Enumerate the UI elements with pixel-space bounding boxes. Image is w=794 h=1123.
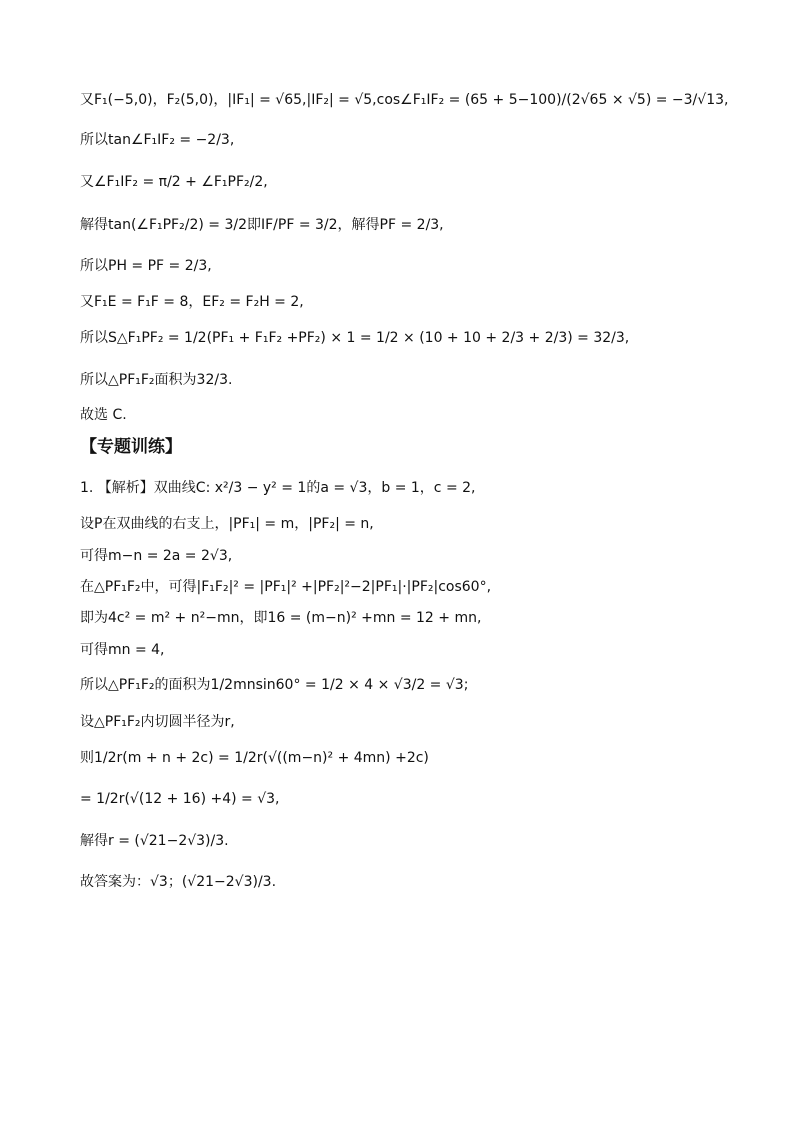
solution-line: 又F₁E = F₁F = 8，EF₂ = F₂H = 2, xyxy=(80,294,304,310)
solution-line: 可得mn = 4, xyxy=(80,642,165,658)
solution-line: 解得r = (√21−2√3)/3. xyxy=(80,833,229,849)
solution-line: 所以△PF₁F₂面积为32/3. xyxy=(80,372,233,388)
solution-line: 设△PF₁F₂内切圆半径为r, xyxy=(80,714,235,730)
solution-line: 设P在双曲线的右支上，|PF₁| = m，|PF₂| = n, xyxy=(80,516,374,532)
solution-line: 则1/2r(m + n + 2c) = 1/2r(√((m−n)² + 4mn) +2c) xyxy=(80,750,429,766)
solution-line: 故答案为：√3；(√21−2√3)/3. xyxy=(80,874,277,890)
section-heading: 【专题训练】 xyxy=(80,437,182,457)
solution-line: 解得tan(∠F₁PF₂/2) = 3/2即IF/PF = 3/2，解得PF = 2/3, xyxy=(80,217,444,233)
solution-line: 又∠F₁IF₂ = π/2 + ∠F₁PF₂/2, xyxy=(80,174,268,190)
solution-line: 即为4c² = m² + n²−mn，即16 = (m−n)² +mn = 12 + mn, xyxy=(80,610,482,626)
solution-line: 所以PH = PF = 2/3, xyxy=(80,258,212,274)
solution-line: 在△PF₁F₂中，可得|F₁F₂|² = |PF₁|² +|PF₂|²−2|PF₁|·|PF₂|cos60°, xyxy=(80,579,492,595)
solution-line: 又F₁(−5,0)，F₂(5,0)，|IF₁| = √65,|IF₂| = √5,cos∠F₁IF₂ = (65 + 5−100)/(2√65 × √5) = −3/√13, xyxy=(80,92,729,108)
solution-line: 所以△PF₁F₂的面积为1/2mnsin60° = 1/2 × 4 × √3/2 = √3; xyxy=(80,677,469,693)
solution-line: 故选 C. xyxy=(80,407,127,423)
solution-line: 1. 【解析】双曲线C: x²/3 − y² = 1的a = √3，b = 1，c = 2, xyxy=(80,480,476,496)
solution-line: 所以S△F₁PF₂ = 1/2(PF₁ + F₁F₂ +PF₂) × 1 = 1/2 × (10 + 10 + 2/3 + 2/3) = 32/3, xyxy=(80,330,630,346)
solution-line: 所以tan∠F₁IF₂ = −2/3, xyxy=(80,132,235,148)
solution-line: 可得m−n = 2a = 2√3, xyxy=(80,548,233,564)
solution-line: = 1/2r(√(12 + 16) +4) = √3, xyxy=(80,791,280,807)
